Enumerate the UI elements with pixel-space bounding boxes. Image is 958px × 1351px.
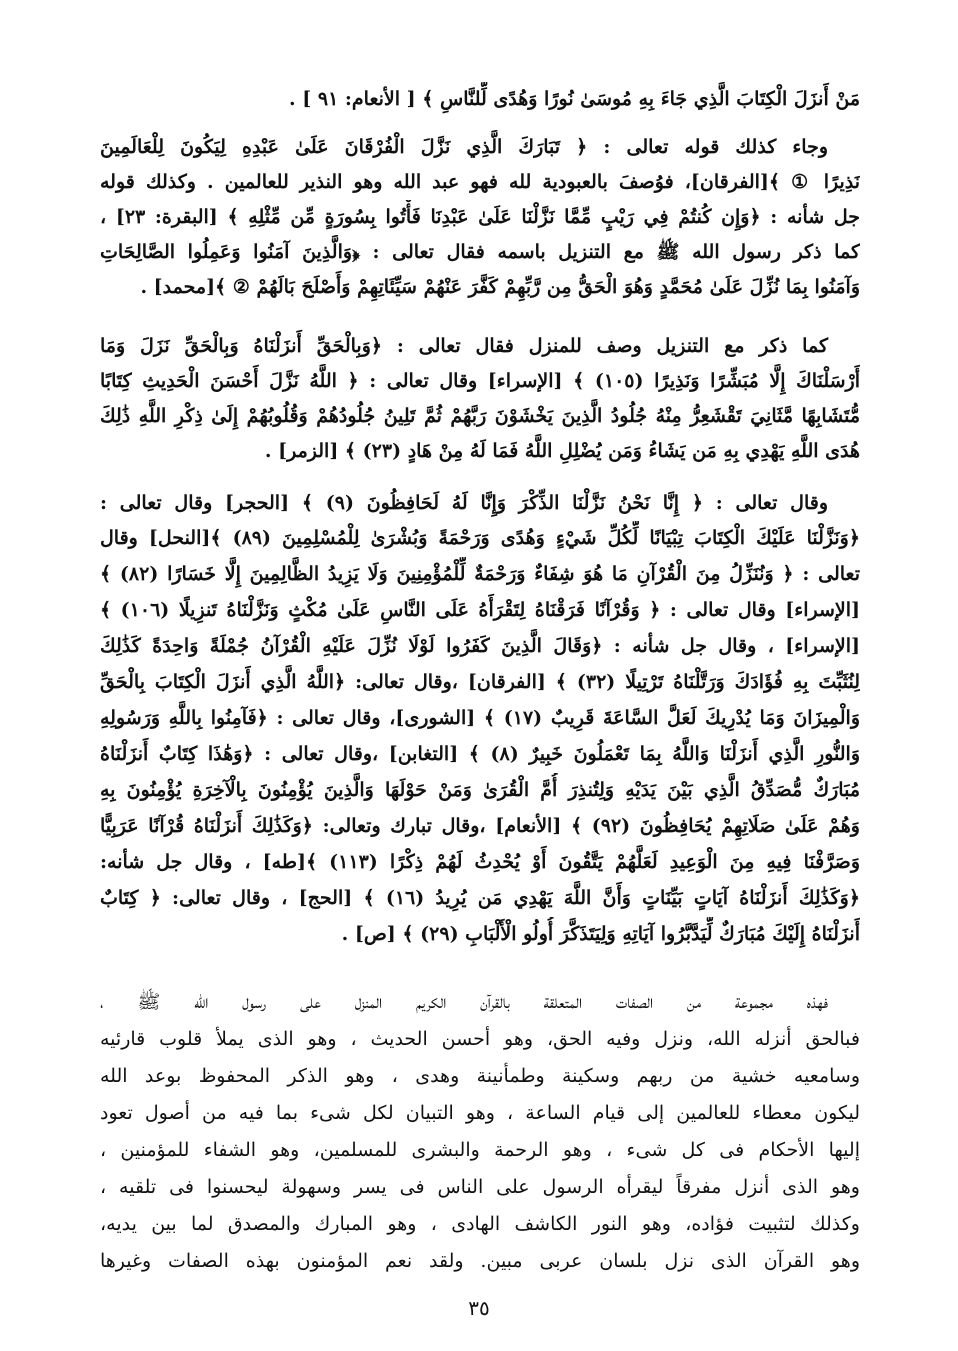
text-line: هُدَى اللَّهِ يَهْدِي بِهِ مَن يَشَاءُ وَمَن يُضْلِلِ اللَّهُ فَمَا لَهُ مِنْ هَادٍ (٢٣) ﴾ [الزمر] . xyxy=(264,440,860,462)
text-line: [الإسراء] وقال تعالى : ﴿ وَقُرْآنًا فَرَقْنَاهُ لِتَقْرَأَهُ عَلَى النَّاسِ عَلَىٰ مُكْثٍ وَنَزَّلْنَاهُ تَنزِيلًا (١٠٦) ﴾ xyxy=(100,599,860,621)
text-line: لِنُثَبِّتَ بِهِ فُؤَادَكَ وَرَتَّلْنَاهُ تَرْتِيلًا (٣٢) ﴾ [الفرقان] ،وقال تعالى: ﴿اللَّهُ الَّذِي أَنزَلَ الْكِتَابَ بِالْحَقِّ xyxy=(100,671,860,693)
text-line: فهذه مجموعة من الصفات المتعلقة بالقرآن الكريم المنزل على رسول الله ﷺ ، xyxy=(100,991,828,1013)
text-line: وَالنُّورِ الَّذِي أَنزَلْنَا وَاللَّهُ بِمَا تَعْمَلُونَ خَبِيرٌ (٨) ﴾ [التغابن] ،وقال تعالى : ﴿وَهَٰذَا كِتَابٌ أَنزَلْنَاهُ xyxy=(100,743,860,765)
text-line: مَنْ أَنزَلَ الْكِتَابَ الَّذِي جَاءَ بِهِ مُوسَىٰ نُورًا وَهُدًى لِّلنَّاسِ ﴾ [ الأنعام: ٩١ ] . xyxy=(289,88,860,110)
text-line: إليها الأحكام فى كل شىء ، وهو الرحمة والبشرى للمسلمين، وهو الشفاء للمؤمنين ، xyxy=(100,1139,860,1161)
text-line: تعالى : ﴿ وَنُنَزِّلُ مِنَ الْقُرْآنِ مَا هُوَ شِفَاءٌ وَرَحْمَةٌ لِّلْمُؤْمِنِينَ وَلَا يَزِيدُ الظَّالِمِينَ إِلَّا خَسَارًا (٨٢) ﴾ xyxy=(100,563,860,585)
text-line: ﴿وَكَذَٰلِكَ أَنزَلْنَاهُ آيَاتٍ بَيِّنَاتٍ وَأَنَّ اللَّهَ يَهْدِي مَن يُرِيدُ (١٦) ﴾ [الحج] ، وقال تعالى: ﴿ كِتَابٌ xyxy=(100,887,860,909)
text-line: وَهُمْ عَلَىٰ صَلَاتِهِمْ يُحَافِظُونَ (٩٢) ﴾ [الأنعام] ،وقال تبارك وتعالى: ﴿وَكَذَٰلِكَ أَنزَلْنَاهُ قُرْآنًا عَرَبِيًّا xyxy=(100,815,860,837)
text-line: وهو الذى أنزل مفرقاً ليقرأه الرسول على الناس فى يسر وسهولة ليحسنوا فى تلقيه ، xyxy=(100,1176,860,1198)
text-line: ﴿وَنَزَّلْنَا عَلَيْكَ الْكِتَابَ تِبْيَانًا لِّكُلِّ شَيْءٍ وَهُدًى وَرَحْمَةً وَبُشْرَىٰ لِلْمُسْلِمِينَ (٨٩) ﴾[النحل] وقال xyxy=(100,527,860,549)
text-line: ليكون معطاء للعالمين إلى قيام الساعة ، وهو التبيان لكل شىء بما فيه من أصول تعود xyxy=(100,1102,860,1124)
text-line: وهو القرآن الذى نزل بلسان عربى مبين. ولقد نعم المؤمنون بهذه الصفات وغيرها xyxy=(100,1250,860,1272)
text-line: جل شأنه : ﴿وَإِن كُنتُمْ فِي رَيْبٍ مِّمَّا نَزَّلْنَا عَلَىٰ عَبْدِنَا فَأْتُوا بِسُورَةٍ مِّن مِّثْلِهِ ﴾ [البقرة: ٢٣] ، xyxy=(100,206,860,228)
text-line: وقال تعالى : ﴿ إِنَّا نَحْنُ نَزَّلْنَا الذِّكْرَ وَإِنَّا لَهُ لَحَافِظُونَ (٩) ﴾ [الحجر] وقال تعالى : xyxy=(100,492,828,514)
text-line: وَصَرَّفْنَا فِيهِ مِنَ الْوَعِيدِ لَعَلَّهُمْ يَتَّقُونَ أَوْ يُحْدِثُ لَهُمْ ذِكْرًا (١١٣) ﴾[طه] ، وقال جل شأنه: xyxy=(100,851,860,873)
text-line: مُبَارَكٌ مُّصَدِّقُ الَّذِي بَيْنَ يَدَيْهِ وَلِتُنذِرَ أُمَّ الْقُرَىٰ وَمَنْ حَوْلَهَا وَالَّذِينَ يُؤْمِنُونَ بِالْآخِرَةِ يُؤْمِنُونَ بِهِ xyxy=(100,779,860,801)
text-line: أَرْسَلْنَاكَ إِلَّا مُبَشِّرًا وَنَذِيرًا (١٠٥) ﴾ [الإسراء] وقال تعالى : ﴿ اللَّهُ نَزَّلَ أَحْسَنَ الْحَدِيثِ كِتَابًا xyxy=(100,370,860,392)
text-line: وسامعيه خشية من ربهم وسكينة وطمأنينة وهدى ، وهو الذكر المحفوظ بوعد الله xyxy=(100,1065,860,1087)
text-line: فبالحق أنزله الله، ونزل وفيه الحق، وهو أحسن الحديث ، وهو الذى يملأ قلوب قارئيه xyxy=(100,1028,860,1050)
text-line: وكذلك لتثبيت فؤاده، وهو النور الكاشف الهادى ، وهو المبارك والمصدق لما بين يديه، xyxy=(100,1213,860,1235)
text-line: وجاء كذلك قوله تعالى : ﴿ تَبَارَكَ الَّذِي نَزَّلَ الْفُرْقَانَ عَلَىٰ عَبْدِهِ لِيَكُونَ لِلْعَالَمِينَ xyxy=(100,136,828,158)
text-line: مُّتَشَابِهًا مَّثَانِيَ تَقْشَعِرُّ مِنْهُ جُلُودُ الَّذِينَ يَخْشَوْنَ رَبَّهُمْ ثُمَّ تَلِينُ جُلُودُهُمْ وَقُلُوبُهُمْ إِلَىٰ ذِكْرِ اللَّهِ ذَٰلِكَ xyxy=(100,405,860,427)
text-line: كما ذكر مع التنزيل وصف للمنزل فقال تعالى : ﴿وَبِالْحَقِّ أَنزَلْنَاهُ وَبِالْحَقِّ نَزَلَ وَمَا xyxy=(100,335,828,357)
text-line: وَالْمِيزَانَ وَمَا يُدْرِيكَ لَعَلَّ السَّاعَةَ قَرِيبٌ (١٧) ﴾ [الشورى]، وقال تعالى : ﴿فَآمِنُوا بِاللَّهِ وَرَسُولِهِ xyxy=(100,707,860,729)
page-number: ٣٥ xyxy=(468,1296,490,1320)
text-line: نَذِيرًا ① ﴾[الفرقان]، فوُصفَ بالعبودية لله فهو عبد الله وهو النذير للعالمين . وكذلك قوله xyxy=(100,171,860,193)
text-line: أَنزَلْنَاهُ إِلَيْكَ مُبَارَكٌ لِّيَدَّبَّرُوا آيَاتِهِ وَلِيَتَذَكَّرَ أُولُو الْأَلْبَابِ (٢٩) ﴾ [ص] . xyxy=(341,923,860,945)
text-line: [الإسراء] ، وقال جل شأنه : ﴿وَقَالَ الَّذِينَ كَفَرُوا لَوْلَا نُزِّلَ عَلَيْهِ الْقُرْآنُ جُمْلَةً وَاحِدَةً كَذَٰلِكَ xyxy=(100,635,860,657)
text-line: كما ذكر رسول الله ﷺ مع التنزيل باسمه فقال تعالى : ﴿وَالَّذِينَ آمَنُوا وَعَمِلُوا الصَّالِحَاتِ xyxy=(100,241,860,263)
text-line: وَآمَنُوا بِمَا نُزِّلَ عَلَىٰ مُحَمَّدٍ وَهُوَ الْحَقُّ مِن رَّبِّهِمْ كَفَّرَ عَنْهُمْ سَيِّئَاتِهِمْ وَأَصْلَحَ بَالَهُمْ ② ﴾[محمد] . xyxy=(140,276,860,298)
